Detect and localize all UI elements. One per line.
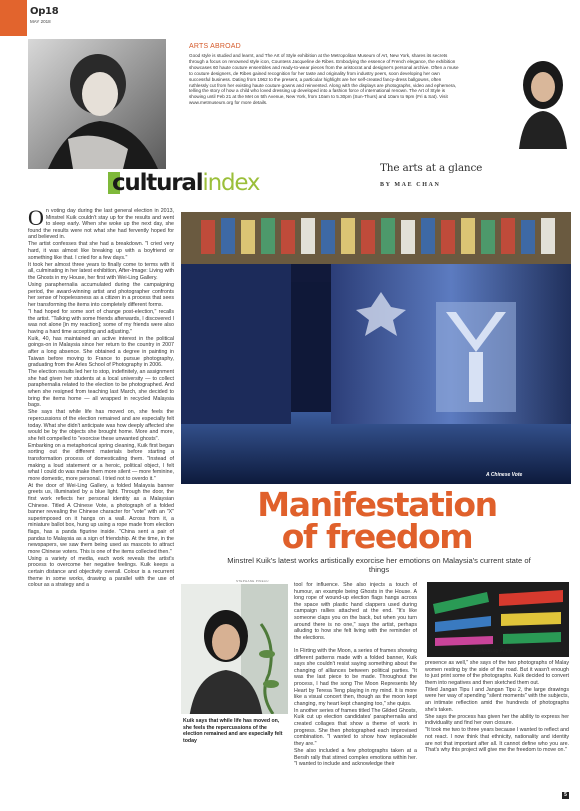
section-label: ARTS ABROAD [189,43,241,50]
article-column-1 [28,208,174,765]
paragraph: Titled Jangan Tipu I and Jangan Tipu 2, the large drawings were her way of spending "silent moments" with the subjects, an intimate reflection amid the hundreds of photographs she's taken. [425,686,569,713]
colouring-flags-photo [427,582,569,657]
paragraph: "It took me two to three years because I wanted to reflect and not react. I now think that ethnicity, nationality and identity are not that important after all. It cannot define who you are. That's why this project will give me the freedom to move on." [425,727,569,754]
paragraph: presence as well," she says of the two photographs of Malay women resting by the side of the road. But it wasn't enough to just print some of the photographs. Kuik decided to convert them into negatives and then sketched them out. [425,660,569,686]
paragraph: In Flirting with the Moon, a series of frames showing different patterns made with a folded banner, Kuik says she couldn't resist saying something about the changing of alliances between political parties. "It was the last piece to be made. Throughout the process, I had the song The Moon Represents My Heart by Teresa Teng playing in my mind. It is more like a visual concert then, though as the moon kept changing, my heart kept changing too," she quips. [294,648,417,707]
paragraph: Using a variety of media, each work reveals the artist's process to overcome her negative feelings. Kuik keeps a certain distance and objectivity overall. Colour is a recurrent theme in some works, drawing a parallel with the use of colour as a strategy and a [28,555,174,589]
paragraph: In another series of frames titled The Gilded Ghosts, Kuik cut up election candidates' paraphernalia and created collages that show a theme of work in progress. She then photographed each improvised combination. "I wanted to show how replaceable they are." [294,707,417,747]
headline-line-2: of freedom [281,517,473,556]
page-number: 5 [562,792,569,799]
photo-credit: STEPHANE PINEAU [236,579,269,583]
paragraph: Embarking on a metaphorical spring cleaning, Kuik first began sorting out the different materials before starting a transformation process of domesticating them. "Instead of making a loud statement or a heroic, political object, I felt what I could do was make them more silent — more feminine, more domestic, more personal. I tried not to overdo it." [28,442,174,482]
issue-tab [0,0,27,36]
issue-label: Op18 [30,6,59,17]
paragraph: Using paraphernalia accumulated during the campaigning period, the award-winning artist and photographer confronts her sense of hopelessness as a citizen in a process that sees her transforming the items into completely different forms. [28,282,174,308]
masthead-cultural: cultural [112,170,203,196]
gallery-installation-photo [181,212,571,484]
article-column-4 [425,660,569,800]
paragraph: At the door of Wei-Ling Gallery, a folded Malaysia banner greets us, illuminated by a blue light. Through the door, the first work reflects her personal identity as a Malaysian Chinese. Titled A Chinese Vote, a photograph of a folded banner revealing the Chinese character for "vote" with an "X" superimposed on it hangs on a wall. Across from it, a miniature ballot box, hung up using a rope made from election flags, has a panda figurine inside. "China sent a pair of pandas to Malaysia as a sign of friendship. At the time, in the newspapers, we saw them being used as mascots to attract more Chinese voters. This is one of the items collected then." [28,482,174,555]
paragraph: The artist confesses that she had a breakdown. "I cried very hard, it was almost like breaking up with a boyfriend or something like that. I cried for a few days." [28,241,174,261]
artist-portrait-photo [181,584,288,800]
article-column-3 [294,648,417,800]
byline: BY MAE CHAN [380,182,441,188]
paragraph: It took her almost three years to finally come to terms with it all, culminating in her latest exhibition, After-Image: Living with the Ghosts in my House, her first with Wei-Ling Gallery. [28,261,174,281]
paragraph: The election results led her to stop, indefinitely, an assignment she had given her students at a local university — to collect paraphernalia related to the election to be photographed. And when she resigned from teaching last March, she decided to bring the items home — all wrapped in recycled Malaysia bags. [28,369,174,409]
drop-cap: O [28,208,44,230]
article-column-2-text [294,582,417,648]
paragraph: She says that while life has moved on, she feels the repercussions of the election remained and are especially felt today. What she didn't anticipate was how deeply affected she would be by the objects she brought home. More and more, she felt compelled to "exorcise these unwanted ghosts". [28,409,174,442]
paragraph: She also included a few photographs taken at a Bersih rally that stirred complex emotions within her. "I wanted to include and acknowledge their [294,747,417,768]
flags-caption: Colouring Flags [475,648,514,654]
paragraph: "I had hoped for some sort of change post-election," recalls the artist. "Talking with some friends afterwards, I discovered I was not alone [in my reaction]; some of my friends were also having a hard time accepting and adjusting." [28,308,174,335]
issue-date: MAY 2018 [30,19,51,24]
headline [211,485,543,556]
masthead [112,170,259,196]
arts-abroad-text: Good style is studied and learnt, and The Art of Style exhibition at the Metropolitan Museum of Art, New York, shares its secrets through a focus on renowned style icon, Countess Jacqueline de Ribes. Embodying the essence of French elegance, the exhibition showcases 60 haute couture ensembles and ready-to-wear pieces from the aristocrat and designer's personal archive. Often a muse to couture designers, de Ribes gained recognition for her taste and originality from industry peers, soon developing her own successful business. Dating from 1962 to the present, a particular highlight are her self-created fancy-dress ballgowns, often ruthlessly cut from her existing haute couture gowns and reinvented. Along with the displays are photographs, video and ephemera, telling the story of how a child who loved dressing up developed into a fashion force of international renown. The Art of Style is showing until Feb 21 at the Met on 5th Avenue, New York, from 10am to 5.30pm (Sun-Thurs) and 10am to 9pm (Fri & Sat). Visit www.metmuseum.org for more details. [189,53,459,106]
column-title: The arts at a glance [380,162,483,174]
jacqueline-de-ribes-photo [28,39,166,169]
paragraph: n voting day during the last general election in 2013, Minstrel Kuik couldn't stay up for the results and went to sleep early. When she woke up the next day, she found the results were not what she had fervently hoped for and believed in. [28,208,174,241]
portrait-caption: Kuik says that while life has moved on, she feels the repercussions of the election remained and are especially felt today [183,718,283,744]
headline-line-1: Manifestation [257,485,497,524]
paragraph: tool for influence. She also injects a touch of humour, an example being Ghosts in the House. A long rope of wound-up election flags hangs across the space with plastic hand clappers used during campaign rallies attached at the end. "It's like someone claps you on the back, but when you turn around there is no one," says the artist, perhaps alluding to how she felt living with the reminder of the elections. [294,582,417,641]
standfirst: Minstrel Kuik's latest works artistically exorcise her emotions on Malaysia's current state of things [227,556,531,575]
masthead-index: index [202,170,260,196]
paragraph: Kuik, 40, has maintained an active interest in the political goings-on in Malaysia since her return to the country in 2007 after a long absence. She obtained a degree in painting in Taiwan before moving to France to pursue photography, graduating from the Arles School of Photography in 2006. [28,335,174,369]
columnist-photo [515,45,569,149]
hero-caption: A Chinese Vote [486,472,523,478]
paragraph: She says the process has given her the ability to express her individuality and find her own closure. [425,713,569,727]
